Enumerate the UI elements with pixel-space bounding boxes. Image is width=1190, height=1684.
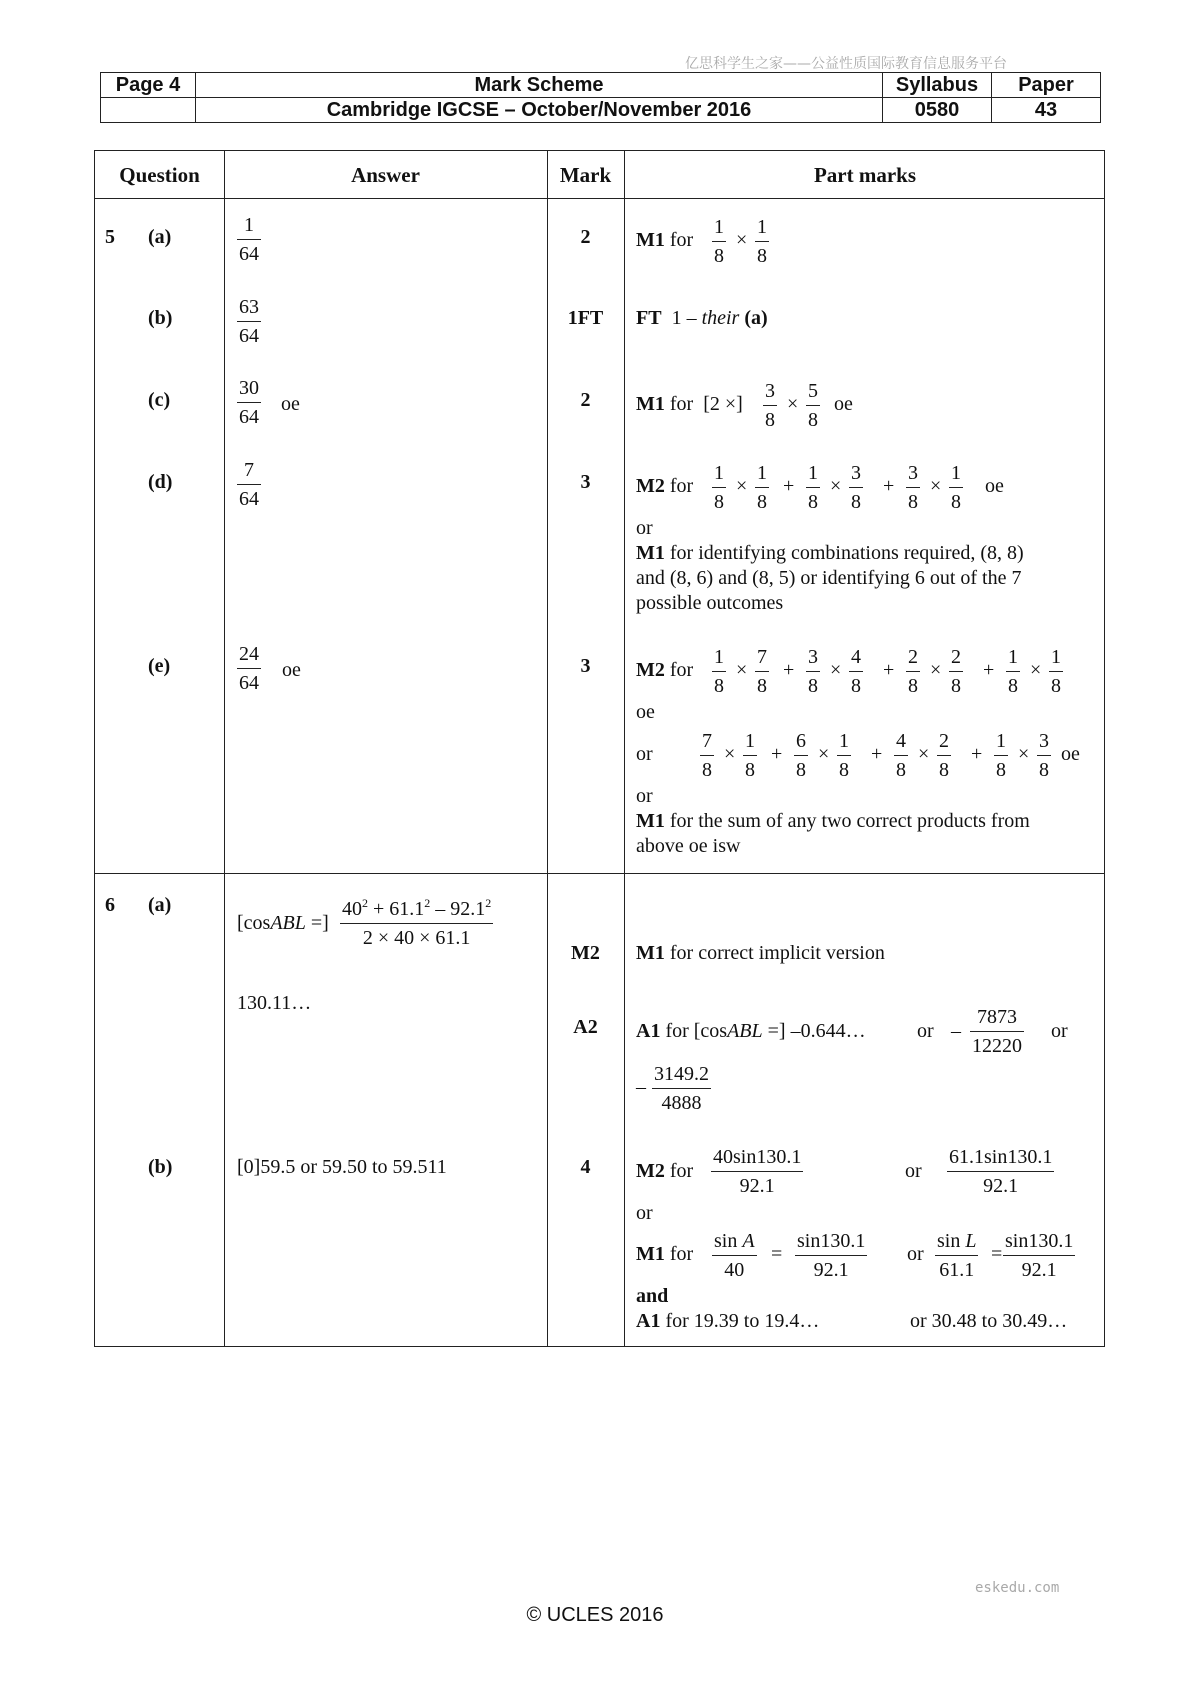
plus-sign: +	[883, 475, 895, 497]
times-sign: ×	[830, 659, 842, 681]
q5b-mark: 1FT	[567, 307, 604, 329]
mark-scheme-table	[94, 150, 1105, 1347]
q6a-answer-fraction: $40^2 + 61.1^2 - 92.1^2$ 2 × 40 × 61.1	[340, 895, 493, 952]
and-text: and	[636, 1285, 669, 1307]
q5c-frac1: 3 8	[763, 377, 777, 434]
q5e-partmark: M2 for	[636, 659, 694, 681]
q5c-partmark: M1 for [2 ×]	[636, 393, 743, 415]
q5d-mark: 3	[580, 471, 591, 493]
q6b-a1-alt: or 30.48 to 30.49…	[910, 1310, 1068, 1332]
q5e-row2-frac-2: 1 8	[743, 727, 757, 784]
q5e-row2-frac-5: 4 8	[894, 727, 908, 784]
or-text: or	[636, 785, 653, 807]
q5d-frac-6: 1 8	[949, 459, 963, 516]
q6a-pm2-frac2: 3149.2 4888	[652, 1060, 711, 1117]
times-sign: ×	[1030, 659, 1042, 681]
or-text: or	[636, 517, 653, 539]
times-sign: ×	[787, 393, 799, 415]
q6b-partmark-m2: M2 for	[636, 1160, 694, 1182]
or-text: or	[1051, 1020, 1068, 1042]
q6b-partmark-a1: A1 for 19.39 to 19.4…	[636, 1310, 820, 1332]
q5e-row2-frac-6: 2 8	[937, 727, 951, 784]
q6-number: 6	[105, 894, 115, 916]
q5e-row2-frac-8: 3 8	[1037, 727, 1051, 784]
q5a-part: (a)	[148, 226, 172, 248]
times-sign: ×	[930, 475, 942, 497]
q6a-answer-value: 130.11…	[237, 992, 312, 1014]
q6a-mark-m2: M2	[571, 942, 600, 964]
oe-text: oe	[1061, 743, 1080, 765]
q5a-partmark: M1 for	[636, 229, 694, 251]
q5a-mark: 2	[580, 226, 591, 248]
q5c-part: (c)	[148, 389, 171, 411]
q5a-frac1: 1 8	[712, 213, 726, 270]
col-question: Question	[119, 163, 200, 187]
q6a-mark-a2: A2	[573, 1016, 598, 1038]
q5e-row1-frac-8: 1 8	[1049, 643, 1063, 700]
q5e-row1-frac-6: 2 8	[949, 643, 963, 700]
q5d-part: (d)	[148, 471, 173, 493]
oe-text: oe	[636, 701, 655, 723]
times-sign: ×	[736, 659, 748, 681]
q5c-answer: 30 64	[237, 374, 261, 431]
oe-text: oe	[985, 475, 1004, 497]
col-mark: Mark	[559, 163, 612, 187]
q5a-answer: 1 64	[237, 211, 261, 268]
header-title: Mark Scheme	[196, 73, 883, 98]
times-sign: ×	[830, 475, 842, 497]
plus-sign: +	[871, 743, 883, 765]
q5e-part: (e)	[148, 655, 171, 677]
q5e-row1-frac-2: 7 8	[755, 643, 769, 700]
q5e-answer-oe: oe	[282, 659, 301, 681]
q5d-frac-3: 1 8	[806, 459, 820, 516]
times-sign: ×	[736, 229, 748, 251]
plus-sign: +	[983, 659, 995, 681]
times-sign: ×	[724, 743, 736, 765]
minus-sign: –	[951, 1020, 961, 1042]
q5d-frac-2: 1 8	[755, 459, 769, 516]
q5-number: 5	[105, 226, 115, 248]
q6b-m1-frac-sin130-1: sin130.1 92.1	[795, 1227, 867, 1284]
times-sign: ×	[818, 743, 830, 765]
q6a-partmark-a1: A1 for [cosABL =] –0.644…	[636, 1020, 866, 1042]
header-exam: Cambridge IGCSE – October/November 2016	[196, 98, 883, 123]
q5e-row1-frac-4: 4 8	[849, 643, 863, 700]
times-sign: ×	[736, 475, 748, 497]
times-sign: ×	[930, 659, 942, 681]
q6b-m2-frac2: 61.1sin130.1 92.1	[947, 1143, 1054, 1200]
header-paper-label: Paper	[992, 73, 1101, 98]
q5d-m1-line1: M1 for identifying combinations required, (8, 8)	[636, 542, 1024, 564]
header-page: Page 4	[101, 73, 196, 98]
equals-sign: =	[991, 1243, 1003, 1265]
q5d-frac-5: 3 8	[906, 459, 920, 516]
q5e-row1-frac-7: 1 8	[1006, 643, 1020, 700]
q5b-partmark: FT 1 – their (a)	[636, 307, 768, 329]
q6a-pm2-frac1: 7873 12220	[970, 1003, 1024, 1060]
times-sign: ×	[1018, 743, 1030, 765]
plus-sign: +	[783, 475, 795, 497]
q5e-row2-frac-4: 1 8	[837, 727, 851, 784]
q5d-partmark: M2 for	[636, 475, 694, 497]
q5d-frac-4: 3 8	[849, 459, 863, 516]
q5e-row1-frac-3: 3 8	[806, 643, 820, 700]
q5e-row2-frac-3: 6 8	[794, 727, 808, 784]
plus-sign: +	[783, 659, 795, 681]
q6b-mark: 4	[580, 1156, 591, 1178]
q5c-frac2: 5 8	[806, 377, 820, 434]
q5a-frac2: 1 8	[755, 213, 769, 270]
q5d-frac-1: 1 8	[712, 459, 726, 516]
q5b-part: (b)	[148, 307, 173, 329]
q5e-m1-line2: above oe isw	[636, 835, 741, 857]
or-text: or	[907, 1243, 924, 1265]
watermark-top: 亿思科学生之家——公益性质国际教育信息服务平台	[685, 56, 1007, 72]
footer-copyright: © UCLES 2016	[526, 1604, 664, 1626]
header-syllabus-label: Syllabus	[883, 73, 992, 98]
or-text: or	[917, 1020, 934, 1042]
q6b-answer: [0]59.5 or 59.50 to 59.511	[237, 1156, 447, 1178]
q5e-row2-frac-7: 1 8	[994, 727, 1008, 784]
q6b-m1-frac-sin130-2: sin130.1 92.1	[1003, 1227, 1075, 1284]
plus-sign: +	[971, 743, 983, 765]
or-text: or	[905, 1160, 922, 1182]
or-text: or	[636, 1202, 653, 1224]
q5c-mark: 2	[580, 389, 591, 411]
q6b-part: (b)	[148, 1156, 173, 1178]
plus-sign: +	[883, 659, 895, 681]
q6a-part: (a)	[148, 894, 172, 916]
q6a-answer-prefix: [cosABL =]	[237, 912, 329, 934]
q5b-answer: 63 64	[237, 293, 261, 350]
q5d-m1-line3: possible outcomes	[636, 592, 784, 614]
q5e-mark: 3	[580, 655, 591, 677]
q5e-row2-frac-1: 7 8	[700, 727, 714, 784]
q5d-answer: 7 64	[237, 456, 261, 513]
equals-sign: =	[771, 1243, 783, 1265]
oe-text: oe	[834, 393, 853, 415]
watermark-bottom: eskedu.com	[975, 1580, 1060, 1596]
q5d-m1-line2: and (8, 6) and (8, 5) or identifying 6 out of the 7	[636, 567, 1022, 589]
page-header-table	[100, 72, 1101, 123]
q5e-row1-frac-5: 2 8	[906, 643, 920, 700]
col-part-marks: Part marks	[813, 163, 917, 187]
q5c-answer-oe: oe	[281, 393, 300, 415]
q6b-m2-frac1: 40sin130.1 92.1	[711, 1143, 803, 1200]
q6a-partmark-m1: M1 for correct implicit version	[636, 942, 885, 964]
header-syllabus: 0580	[883, 98, 992, 123]
col-answer: Answer	[351, 163, 420, 187]
q6b-m1-frac-sinA: sin A 40	[712, 1227, 757, 1284]
minus-sign: –	[636, 1076, 646, 1098]
times-sign: ×	[918, 743, 930, 765]
or-text: or	[636, 743, 653, 765]
header-paper: 43	[992, 98, 1101, 123]
q6b-m1-frac-sinL: sin L 61.1	[935, 1227, 978, 1284]
q6b-partmark-m1: M1 for	[636, 1243, 694, 1265]
q5e-row1-frac-1: 1 8	[712, 643, 726, 700]
q5e-m1-line1: M1 for the sum of any two correct products from	[636, 810, 1030, 832]
plus-sign: +	[771, 743, 783, 765]
q5e-answer: 24 64	[237, 640, 261, 697]
